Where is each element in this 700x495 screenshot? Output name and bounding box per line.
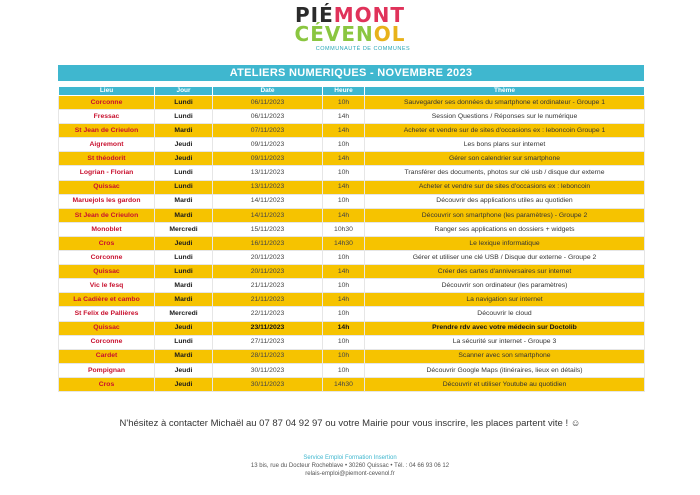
cell-lieu: Corconne bbox=[59, 251, 155, 265]
logo-text-c: CÉVEN bbox=[294, 22, 374, 46]
cell-jour: Lundi bbox=[155, 265, 213, 279]
header-lieu: Lieu bbox=[59, 87, 155, 96]
footer-email[interactable]: relais-emploi@piemont-cevenol.fr bbox=[305, 471, 395, 477]
cell-date: 13/11/2023 bbox=[213, 166, 323, 180]
logo bbox=[0, 3, 700, 52]
header-heure: Heure bbox=[323, 87, 365, 96]
cell-lieu: Quissac bbox=[59, 321, 155, 335]
table-row bbox=[59, 96, 645, 110]
cell-heure: 10h bbox=[323, 251, 365, 265]
cell-heure: 10h bbox=[323, 363, 365, 377]
cell-lieu: Pompignan bbox=[59, 363, 155, 377]
logo-text-b: MONT bbox=[333, 3, 406, 27]
cell-heure: 14h bbox=[323, 321, 365, 335]
cell-jour: Mardi bbox=[155, 279, 213, 293]
cell-heure: 14h bbox=[323, 180, 365, 194]
cell-heure: 10h bbox=[323, 166, 365, 180]
table-header-row bbox=[59, 87, 645, 96]
cell-jour: Jeudi bbox=[155, 363, 213, 377]
logo-text-a: PIÉ bbox=[294, 3, 334, 27]
footer bbox=[0, 455, 700, 477]
logo-line-2 bbox=[0, 22, 700, 46]
schedule-table bbox=[58, 86, 645, 392]
cell-date: 06/11/2023 bbox=[213, 96, 323, 110]
footer-org: Service Emploi Formation Insertion bbox=[303, 455, 397, 461]
cell-date: 07/11/2023 bbox=[213, 124, 323, 138]
cell-date: 23/11/2023 bbox=[213, 321, 323, 335]
cell-lieu: Monoblet bbox=[59, 222, 155, 236]
contact-message: N'hésitez à contacter Michaël au 07 87 04 92 97 ou votre Mairie pour vous inscrire, les places partent vite ! ☺ bbox=[119, 418, 581, 429]
cell-lieu: Corconne bbox=[59, 335, 155, 349]
table-row bbox=[59, 236, 645, 250]
header-date: Date bbox=[213, 87, 323, 96]
cell-theme: Prendre rdv avec votre médecin sur Doctolib bbox=[365, 321, 645, 335]
table-row bbox=[59, 208, 645, 222]
cell-heure: 10h bbox=[323, 307, 365, 321]
cell-lieu: Cardet bbox=[59, 349, 155, 363]
cell-lieu: St Felix de Pallières bbox=[59, 307, 155, 321]
cell-heure: 14h bbox=[323, 124, 365, 138]
cell-heure: 10h bbox=[323, 349, 365, 363]
cell-lieu: Logrian - Florian bbox=[59, 166, 155, 180]
cell-lieu: Vic le fesq bbox=[59, 279, 155, 293]
cell-date: 21/11/2023 bbox=[213, 293, 323, 307]
cell-heure: 10h bbox=[323, 194, 365, 208]
table-row bbox=[59, 138, 645, 152]
cell-date: 30/11/2023 bbox=[213, 377, 323, 391]
cell-jour: Mercredi bbox=[155, 222, 213, 236]
cell-theme: Créer des cartes d'anniversaires sur internet bbox=[365, 265, 645, 279]
table-row bbox=[59, 349, 645, 363]
cell-date: 13/11/2023 bbox=[213, 180, 323, 194]
table-row bbox=[59, 166, 645, 180]
cell-lieu: Corconne bbox=[59, 96, 155, 110]
table-row bbox=[59, 307, 645, 321]
page-title: ATELIERS NUMERIQUES - NOVEMBRE 2023 bbox=[58, 65, 644, 81]
table-row bbox=[59, 377, 645, 391]
cell-theme: La sécurité sur internet - Groupe 3 bbox=[365, 335, 645, 349]
cell-lieu: Maruejols les gardon bbox=[59, 194, 155, 208]
table-row bbox=[59, 110, 645, 124]
cell-theme: La navigation sur internet bbox=[365, 293, 645, 307]
table-row bbox=[59, 194, 645, 208]
cell-date: 30/11/2023 bbox=[213, 363, 323, 377]
cell-theme: Découvrir le cloud bbox=[365, 307, 645, 321]
cell-heure: 14h bbox=[323, 208, 365, 222]
cell-jour: Lundi bbox=[155, 180, 213, 194]
cell-lieu: Cros bbox=[59, 236, 155, 250]
cell-jour: Mardi bbox=[155, 124, 213, 138]
logo-subtitle: COMMUNAUTÉ DE COMMUNES bbox=[315, 46, 411, 52]
cell-theme: Session Questions / Réponses sur le numérique bbox=[365, 110, 645, 124]
table-row bbox=[59, 265, 645, 279]
cell-heure: 14h bbox=[323, 293, 365, 307]
cell-jour: Lundi bbox=[155, 251, 213, 265]
table-row bbox=[59, 152, 645, 166]
table-row bbox=[59, 180, 645, 194]
cell-theme: Acheter et vendre sur de sites d'occasions ex : leboncoin bbox=[365, 180, 645, 194]
cell-lieu: Quissac bbox=[59, 265, 155, 279]
cell-lieu: St Jean de Crieulon bbox=[59, 208, 155, 222]
cell-lieu: Cros bbox=[59, 377, 155, 391]
cell-lieu: St théodorit bbox=[59, 152, 155, 166]
cell-date: 16/11/2023 bbox=[213, 236, 323, 250]
cell-theme: Gérer et utiliser une clé USB / Disque dur externe - Groupe 2 bbox=[365, 251, 645, 265]
cell-date: 22/11/2023 bbox=[213, 307, 323, 321]
cell-jour: Lundi bbox=[155, 96, 213, 110]
cell-jour: Mardi bbox=[155, 208, 213, 222]
cell-theme: Transférer des documents, photos sur clé usb / disque dur externe bbox=[365, 166, 645, 180]
table-row bbox=[59, 293, 645, 307]
cell-heure: 10h bbox=[323, 335, 365, 349]
cell-theme: Découvrir des applications utiles au quotidien bbox=[365, 194, 645, 208]
cell-heure: 14h bbox=[323, 265, 365, 279]
cell-date: 21/11/2023 bbox=[213, 279, 323, 293]
cell-jour: Jeudi bbox=[155, 321, 213, 335]
cell-date: 20/11/2023 bbox=[213, 251, 323, 265]
cell-theme: Le lexique informatique bbox=[365, 236, 645, 250]
table-row bbox=[59, 222, 645, 236]
cell-lieu: La Cadière et cambo bbox=[59, 293, 155, 307]
cell-jour: Mercredi bbox=[155, 307, 213, 321]
header-theme: Thème bbox=[365, 87, 645, 96]
cell-heure: 14h30 bbox=[323, 236, 365, 250]
cell-heure: 14h bbox=[323, 110, 365, 124]
table-row bbox=[59, 335, 645, 349]
cell-jour: Mardi bbox=[155, 293, 213, 307]
cell-theme: Ranger ses applications en dossiers + widgets bbox=[365, 222, 645, 236]
table-row bbox=[59, 363, 645, 377]
cell-theme: Les bons plans sur internet bbox=[365, 138, 645, 152]
table-row bbox=[59, 279, 645, 293]
table-row bbox=[59, 321, 645, 335]
cell-date: 09/11/2023 bbox=[213, 138, 323, 152]
cell-jour: Lundi bbox=[155, 110, 213, 124]
header-jour: Jour bbox=[155, 87, 213, 96]
cell-theme: Gérer son calendrier sur smartphone bbox=[365, 152, 645, 166]
cell-jour: Jeudi bbox=[155, 377, 213, 391]
cell-heure: 10h bbox=[323, 138, 365, 152]
cell-heure: 10h30 bbox=[323, 222, 365, 236]
cell-theme: Scanner avec son smartphone bbox=[365, 349, 645, 363]
cell-date: 14/11/2023 bbox=[213, 208, 323, 222]
cell-date: 27/11/2023 bbox=[213, 335, 323, 349]
table-row bbox=[59, 124, 645, 138]
cell-theme: Découvrir son smartphone (les paramètres) - Groupe 2 bbox=[365, 208, 645, 222]
table-row bbox=[59, 251, 645, 265]
cell-jour: Mardi bbox=[155, 349, 213, 363]
cell-theme: Découvrir et utiliser Youtube au quotidien bbox=[365, 377, 645, 391]
cell-jour: Jeudi bbox=[155, 152, 213, 166]
cell-date: 20/11/2023 bbox=[213, 265, 323, 279]
cell-theme: Acheter et vendre sur de sites d'occasions ex : leboncoin Groupe 1 bbox=[365, 124, 645, 138]
cell-heure: 14h30 bbox=[323, 377, 365, 391]
cell-heure: 10h bbox=[323, 96, 365, 110]
footer-address: 13 bis, rue du Docteur Rocheblave • 30260 Quissac • Tél. : 04 66 93 06 12 bbox=[250, 463, 450, 469]
cell-lieu: Quissac bbox=[59, 180, 155, 194]
cell-lieu: Aigremont bbox=[59, 138, 155, 152]
cell-lieu: Fressac bbox=[59, 110, 155, 124]
cell-heure: 14h bbox=[323, 152, 365, 166]
cell-date: 14/11/2023 bbox=[213, 194, 323, 208]
cell-jour: Lundi bbox=[155, 335, 213, 349]
cell-date: 15/11/2023 bbox=[213, 222, 323, 236]
cell-jour: Jeudi bbox=[155, 138, 213, 152]
cell-jour: Jeudi bbox=[155, 236, 213, 250]
cell-jour: Lundi bbox=[155, 166, 213, 180]
cell-lieu: St Jean de Crieulon bbox=[59, 124, 155, 138]
cell-date: 09/11/2023 bbox=[213, 152, 323, 166]
cell-heure: 10h bbox=[323, 279, 365, 293]
cell-theme: Sauvegarder ses données du smartphone et ordinateur - Groupe 1 bbox=[365, 96, 645, 110]
cell-jour: Mardi bbox=[155, 194, 213, 208]
cell-theme: Découvrir Google Maps (itinéraires, lieux en détails) bbox=[365, 363, 645, 377]
logo-text-d: OL bbox=[373, 22, 406, 46]
cell-date: 06/11/2023 bbox=[213, 110, 323, 124]
cell-date: 28/11/2023 bbox=[213, 349, 323, 363]
cell-theme: Découvrir son ordinateur (les paramètres) bbox=[365, 279, 645, 293]
